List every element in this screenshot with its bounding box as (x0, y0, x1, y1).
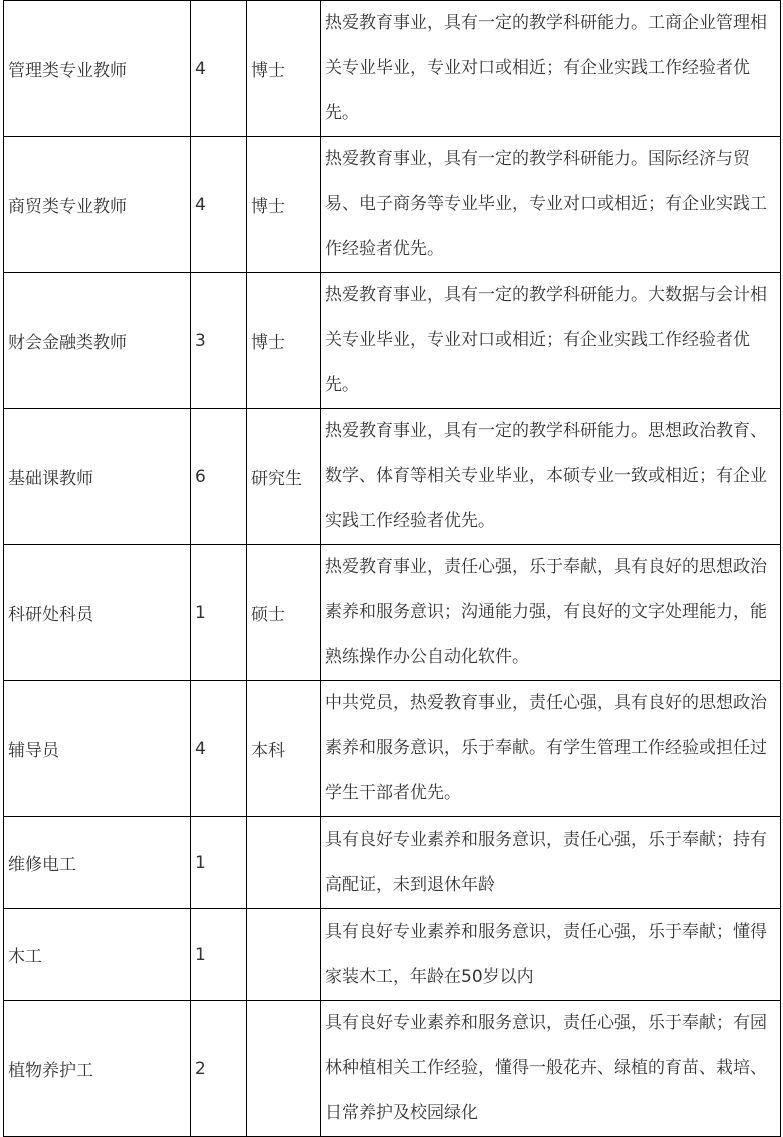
job-requirements: 中共党员，热爱教育事业，责任心强，具有良好的思想政治素养和服务意识，乐于奉献。有学生管理工作经验或担任过学生干部者优先。 (321, 681, 781, 817)
education-requirement (247, 817, 321, 909)
job-table (3, 0, 781, 1137)
education-requirement: 研究生 (247, 409, 321, 545)
position-title: 科研处科员 (4, 545, 191, 681)
headcount: 6 (191, 409, 247, 545)
headcount: 4 (191, 137, 247, 273)
headcount: 1 (191, 545, 247, 681)
headcount: 4 (191, 681, 247, 817)
education-requirement: 博士 (247, 1, 321, 137)
table-row (4, 409, 781, 545)
table-row (4, 817, 781, 909)
headcount: 1 (191, 909, 247, 1001)
table-row (4, 1, 781, 137)
position-title: 管理类专业教师 (4, 1, 191, 137)
table-row (4, 545, 781, 681)
education-requirement: 博士 (247, 273, 321, 409)
job-requirements: 热爱教育事业，具有一定的教学科研能力。工商企业管理相关专业毕业，专业对口或相近；有企业实践工作经验者优先。 (321, 1, 781, 137)
education-requirement (247, 909, 321, 1001)
education-requirement (247, 1001, 321, 1137)
position-title: 财会金融类教师 (4, 273, 191, 409)
headcount: 2 (191, 1001, 247, 1137)
position-title: 植物养护工 (4, 1001, 191, 1137)
job-requirements: 具有良好专业素养和服务意识，责任心强，乐于奉献；有园林种植相关工作经验，懂得一般花卉、绿植的育苗、栽培、日常养护及校园绿化 (321, 1001, 781, 1137)
job-requirements: 热爱教育事业，具有一定的教学科研能力。国际经济与贸易、电子商务等专业毕业，专业对口或相近；有企业实践工作经验者优先。 (321, 137, 781, 273)
table-row (4, 137, 781, 273)
table-row (4, 681, 781, 817)
job-requirements: 热爱教育事业，责任心强，乐于奉献，具有良好的思想政治素养和服务意识；沟通能力强，有良好的文字处理能力，能熟练操作办公自动化软件。 (321, 545, 781, 681)
position-title: 辅导员 (4, 681, 191, 817)
job-requirements: 热爱教育事业，具有一定的教学科研能力。思想政治教育、数学、体育等相关专业毕业，本硕专业一致或相近；有企业实践工作经验者优先。 (321, 409, 781, 545)
education-requirement: 硕士 (247, 545, 321, 681)
position-title: 商贸类专业教师 (4, 137, 191, 273)
table-row (4, 273, 781, 409)
headcount: 4 (191, 1, 247, 137)
position-title: 维修电工 (4, 817, 191, 909)
table-row (4, 909, 781, 1001)
job-requirements: 热爱教育事业，具有一定的教学科研能力。大数据与会计相关专业毕业，专业对口或相近；有企业实践工作经验者优先。 (321, 273, 781, 409)
education-requirement: 博士 (247, 137, 321, 273)
headcount: 3 (191, 273, 247, 409)
position-title: 基础课教师 (4, 409, 191, 545)
job-requirements: 具有良好专业素养和服务意识，责任心强，乐于奉献；持有高配证，未到退休年龄 (321, 817, 781, 909)
job-requirements: 具有良好专业素养和服务意识，责任心强，乐于奉献；懂得家装木工，年龄在50岁以内 (321, 909, 781, 1001)
headcount: 1 (191, 817, 247, 909)
education-requirement: 本科 (247, 681, 321, 817)
table-row (4, 1001, 781, 1137)
position-title: 木工 (4, 909, 191, 1001)
